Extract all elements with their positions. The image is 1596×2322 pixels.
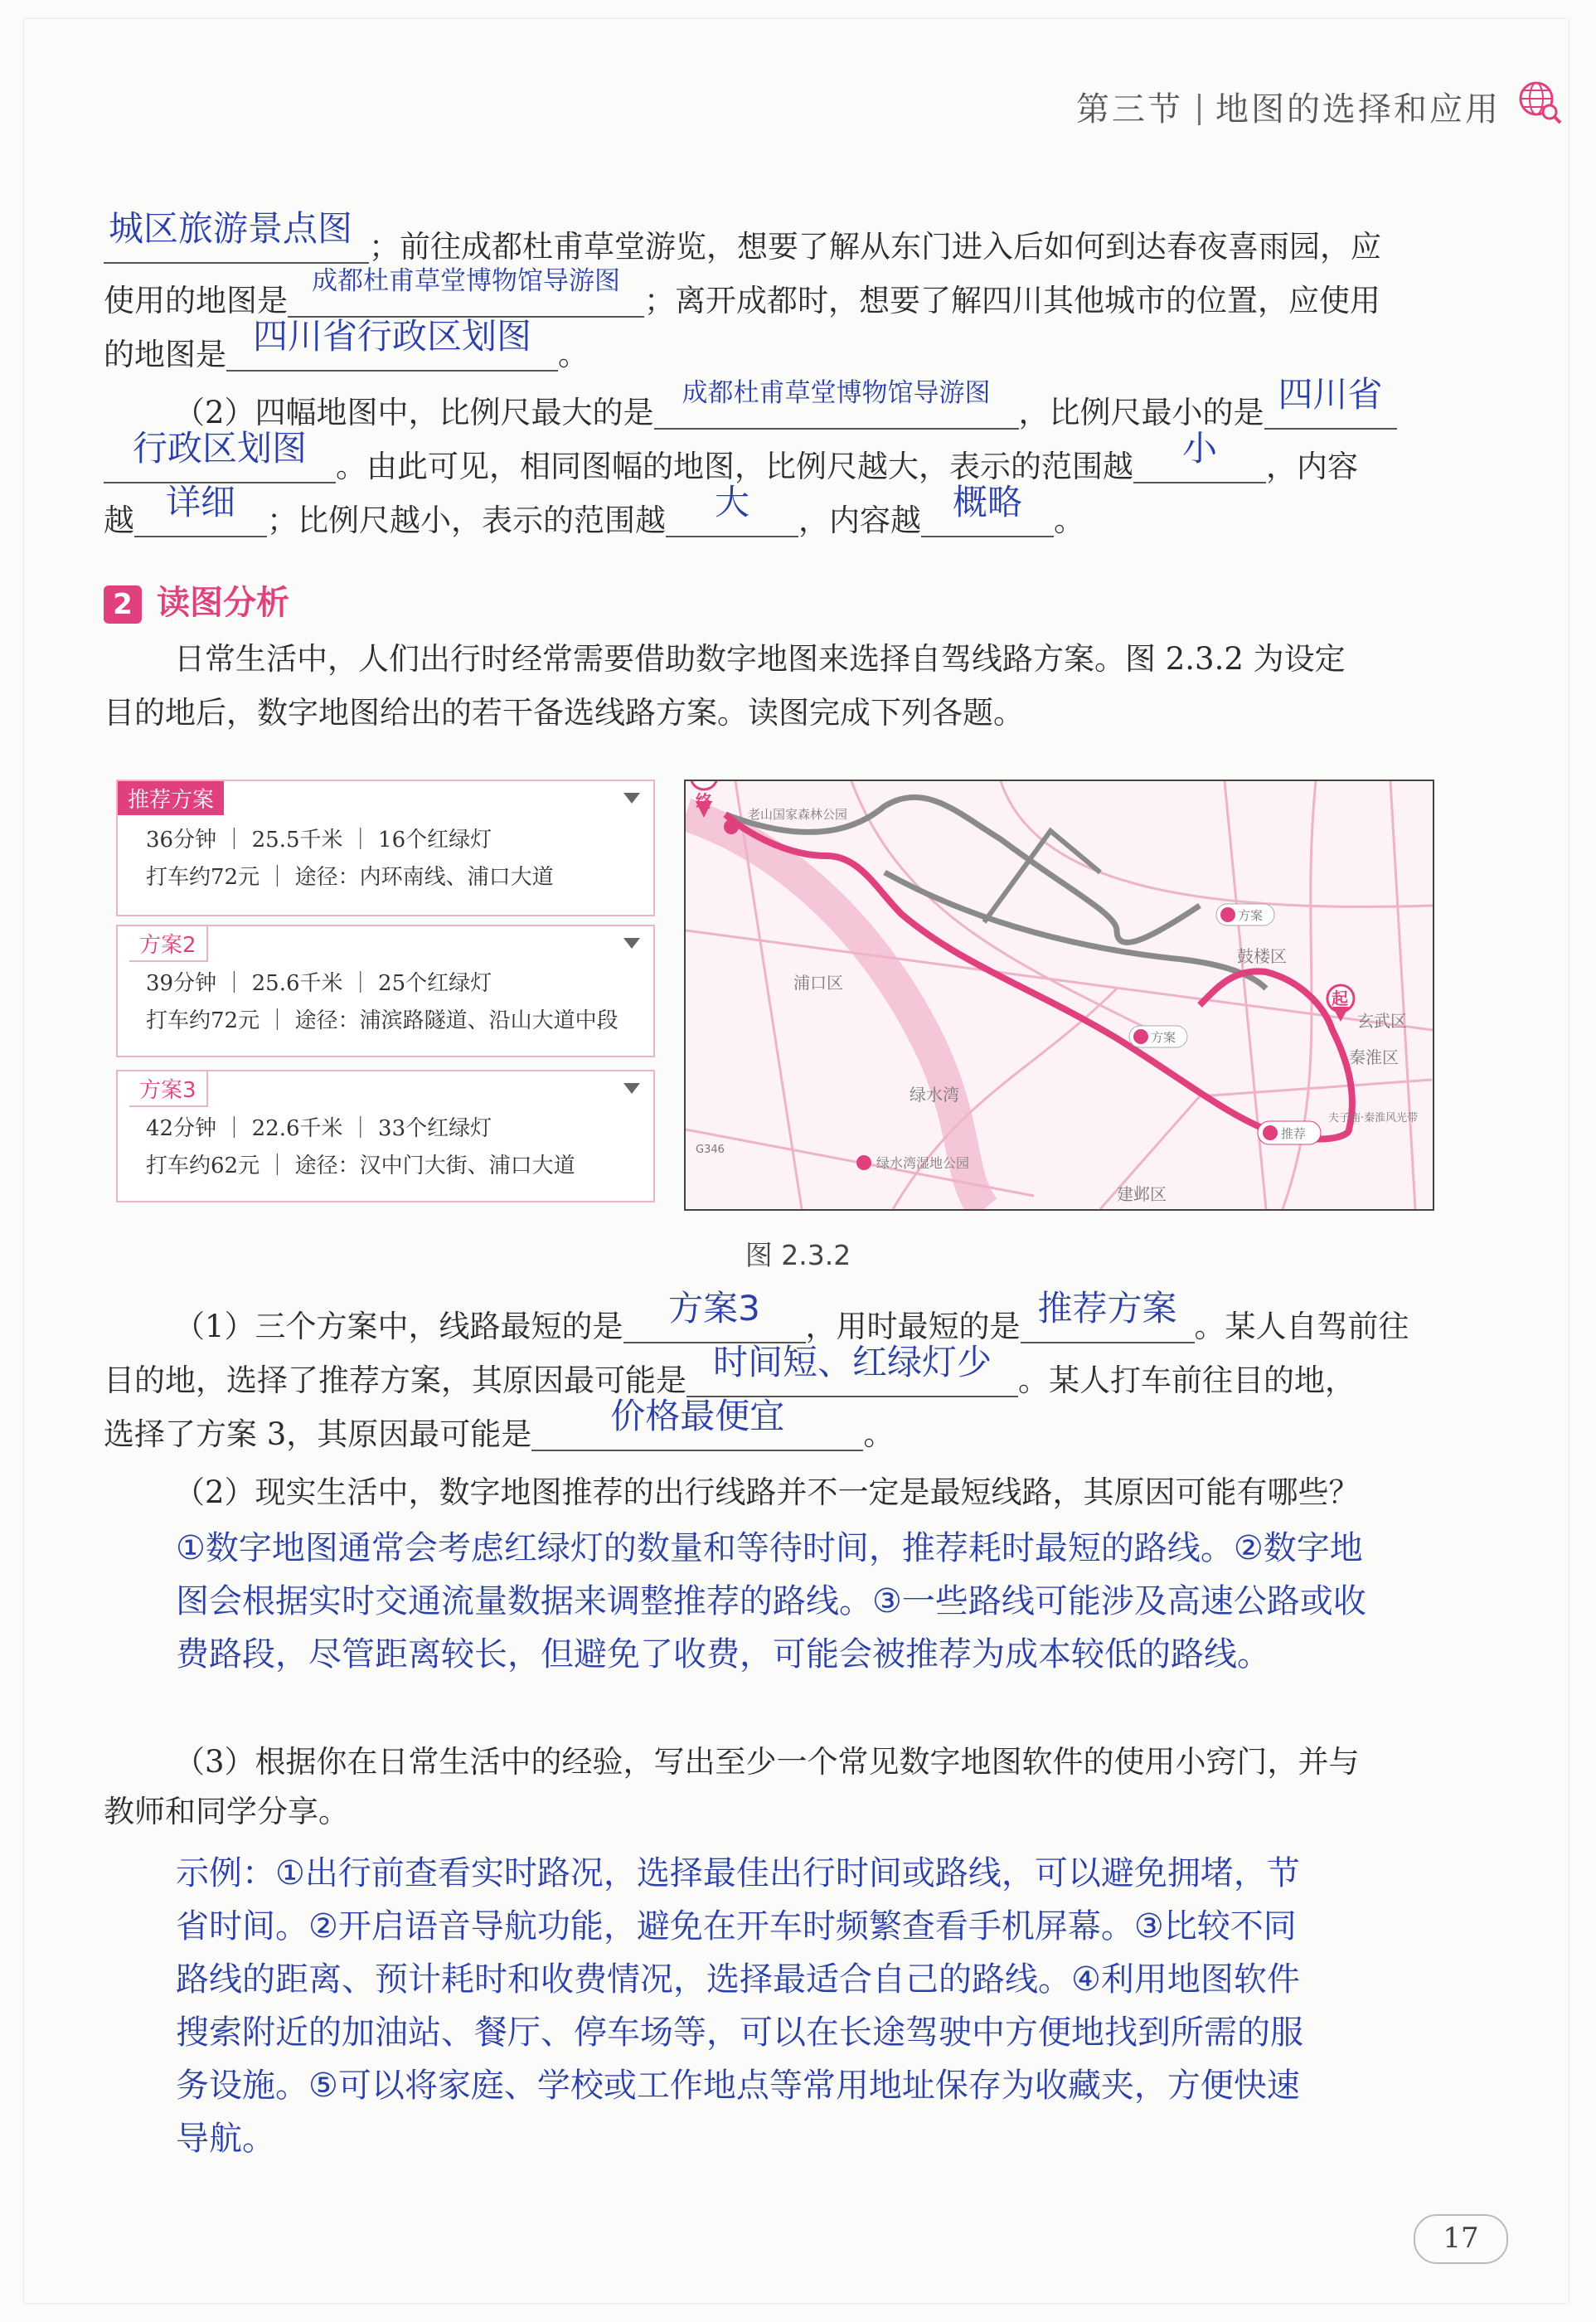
q2-text-1a: （2）四幅地图中，比例尺最大的是 (174, 395, 654, 430)
map-pukou-label: 浦口区 (793, 973, 843, 993)
q1-text-3b: 。 (558, 337, 589, 372)
map-lvshui-label: 绿水湾 (910, 1085, 959, 1105)
q3-answer-reason-drive: 时间短、红绿灯少 (712, 1342, 992, 1382)
q2-answer-largest: 成都杜甫草堂博物馆导游图 (682, 378, 991, 408)
q2-line-3 (104, 482, 1443, 546)
chapter-title: 地图的选择和应用 (1215, 90, 1501, 129)
q1-text-2b: ；离开成都时，想要了解四川其他城市的位置，应使用 (644, 283, 1380, 318)
map-rec-label: 推荐 (1281, 1126, 1307, 1141)
q1-answer-1: 城区旅游景点图 (109, 208, 353, 249)
map-road-label: G346 (696, 1144, 725, 1156)
q3-text-1a: （1）三个方案中，线路最短的是 (174, 1309, 623, 1344)
q2-answer-range-small: 大 (714, 482, 749, 522)
q2-blank-4 (134, 482, 267, 537)
chevron-down-icon (623, 793, 640, 804)
q2-blank-2 (1264, 374, 1397, 430)
q2-blank-6 (921, 482, 1054, 537)
q2-text-3a: 越 (104, 503, 134, 538)
q1-answer-2: 成都杜甫草堂博物馆导游图 (312, 266, 620, 296)
map-plan3-label: 方案 (1151, 1030, 1176, 1045)
q4-question: （2）现实生活中，数字地图推荐的出行线路并不一定是最短线路，其原因可能有哪些？ (174, 1474, 1360, 1510)
page-header (1076, 83, 1501, 130)
route-map-svg (686, 781, 1433, 1209)
q5-question-line-1: （3）根据你在日常生活中的经验，写出至少一个常见数字地图软件的使用小窍门，并与 (174, 1744, 1360, 1780)
intro-line-2: 目的地后，数字地图给出的若干备选线路方案。读图完成下列各题。 (104, 695, 1024, 731)
q3-text-2a: 目的地，选择了推荐方案，其原因最可能是 (104, 1363, 686, 1398)
q3-answer-shortest: 方案3 (668, 1288, 760, 1329)
q1-blank-3 (226, 316, 558, 372)
header-divider (1198, 94, 1201, 125)
q3-text-3b: 。 (863, 1416, 895, 1452)
q2-text-3c: ，内容越 (798, 503, 921, 538)
q4-answer-line: 图会根据实时交通流量数据来调整推荐的路线。③一些路线可能涉及高速公路或收 (176, 1582, 1366, 1620)
map-fuzimiao-label: 夫子庙·秦淮风光带 (1328, 1112, 1419, 1125)
plan-route: 打车约72元 ｜ 途径：内环南线、浦口大道 (146, 865, 554, 890)
q5-answer (176, 1847, 1502, 2165)
q5-answer-line: 示例：①出行前查看实时路况，选择最佳出行时间或路线，可以避免拥堵，节 (176, 1854, 1300, 1892)
map-jianye-label: 建邺区 (1117, 1184, 1167, 1204)
section-title (104, 576, 289, 624)
q1-answer-3: 四川省行政区划图 (252, 316, 531, 357)
map-gulou-label: 鼓楼区 (1237, 946, 1287, 966)
map-park-label: 老山国家森林公园 (748, 807, 848, 822)
q3-text-1b: ，用时最短的是 (805, 1309, 1021, 1344)
park-pin-icon (724, 819, 739, 834)
plan-route: 打车约62元 ｜ 途径：汉中门大街、浦口大道 (146, 1154, 575, 1178)
q2-answer-smallest-1: 四川省 (1278, 374, 1383, 415)
q3-text-3a: 选择了方案 3，其原因最可能是 (104, 1416, 532, 1452)
q2-answer-brief: 概略 (952, 482, 1022, 522)
intro-line-1: 日常生活中，人们出行时经常需要借助数字地图来选择自驾线路方案。图 2.3.2 为设定 (174, 641, 1346, 677)
q1-text-2a: 使用的地图是 (104, 283, 288, 318)
plan-tag: 方案3 (129, 1071, 208, 1107)
section-title-text: 读图分析 (157, 584, 289, 622)
q5-answer-line: 导航。 (176, 2120, 275, 2158)
plan-card-2 (116, 925, 655, 1057)
plan-tag: 推荐方案 (118, 781, 224, 815)
map-start-label: 起 (1332, 989, 1348, 1008)
q2-text-2b: 。由此可见，相同图幅的地图，比例尺越大，表示的范围越 (336, 449, 1133, 484)
q2-text-2c: ，内容 (1266, 449, 1358, 484)
plan-tag: 方案2 (129, 926, 208, 962)
q5-answer-line: 省时间。②开启语音导航功能，避免在开车时频繁查看手机屏幕。③比较不同 (176, 1907, 1297, 1946)
q3-answer-reason-taxi: 价格最便宜 (610, 1396, 785, 1436)
map-plan2-label: 方案 (1238, 908, 1264, 923)
plan-route: 打车约72元 ｜ 途径：浦滨路隧道、沿山大道中段 (146, 1008, 619, 1033)
q1-text-1: ；前往成都杜甫草堂游览，想要了解从东门进入后如何到达春夜喜雨园，应 (369, 229, 1381, 265)
chevron-down-icon (623, 1083, 640, 1094)
plan-card-3 (116, 1070, 655, 1202)
wetland-pin-icon (856, 1155, 871, 1170)
globe-search-icon (1516, 79, 1563, 125)
q4-answer-line: 费路段，尽管距离较长，但避免了收费，可能会被推荐为成本较低的路线。 (176, 1635, 1270, 1673)
section-number: 2 (104, 585, 142, 624)
q2-answer-range-large: 小 (1181, 428, 1217, 469)
plan-stats: 42分钟 ｜ 22.6千米 ｜ 33个红绿灯 (146, 1116, 492, 1141)
q4-answer (176, 1522, 1502, 1681)
plan-stats: 36分钟 ｜ 25.5千米 ｜ 16个红绿灯 (146, 828, 492, 853)
q5-answer-line: 路线的距离、预计耗时和收费情况，选择最适合自己的路线。④利用地图软件 (176, 1960, 1300, 1999)
q3-text-2b: 。某人打车前往目的地， (1018, 1363, 1356, 1398)
route-map (684, 780, 1434, 1211)
q3-answer-fastest: 推荐方案 (1037, 1288, 1177, 1329)
figure-2-3-2 (116, 780, 1434, 1231)
q2-answer-detail: 详细 (165, 482, 235, 522)
q3-blank-4 (531, 1396, 863, 1451)
q3-line-3 (104, 1396, 1443, 1460)
q3-blank-2 (1021, 1288, 1195, 1343)
page-number: 17 (1414, 2214, 1508, 2264)
map-qinhuai-label: 秦淮区 (1349, 1047, 1399, 1067)
q4-answer-line: ①数字地图通常会考虑红绿灯的数量和等待时间，推荐耗时最短的路线。②数字地 (176, 1529, 1363, 1567)
plan-card-recommended (116, 780, 655, 916)
q2-blank-5 (666, 482, 798, 537)
q5-answer-line: 务设施。⑤可以将家庭、学校或工作地点等常用地址保存为收藏夹，方便快速 (176, 2067, 1300, 2105)
map-xuanwu-label: 玄武区 (1357, 1011, 1407, 1031)
map-wetland-label: 绿水湾湿地公园 (876, 1155, 970, 1171)
section-label: 第三节 (1076, 90, 1183, 129)
q2-answer-smallest-2: 行政区划图 (132, 428, 307, 469)
q3-text-1c: 。某人自驾前往 (1194, 1309, 1409, 1344)
chevron-down-icon (623, 938, 640, 949)
q2-text-3d: 。 (1054, 503, 1084, 538)
figure-caption: 图 2.3.2 (745, 1239, 851, 1271)
q2-blank-1 (654, 378, 1019, 430)
q1-text-3a: 的地图是 (104, 337, 226, 372)
plan-stats: 39分钟 ｜ 25.6千米 ｜ 25个红绿灯 (146, 971, 492, 996)
q2-blank-3 (1133, 428, 1266, 483)
q5-question-line-2: 教师和同学分享。 (104, 1794, 349, 1829)
q2-text-1b: ，比例尺最小的是 (1018, 395, 1264, 430)
map-end-label: 终 (696, 791, 712, 811)
q5-answer-line: 搜索附近的加油站、餐厅、停车场等，可以在长途驾驶中方便地找到所需的服 (176, 2014, 1303, 2052)
q2-text-3b: ；比例尺越小，表示的范围越 (267, 503, 666, 538)
